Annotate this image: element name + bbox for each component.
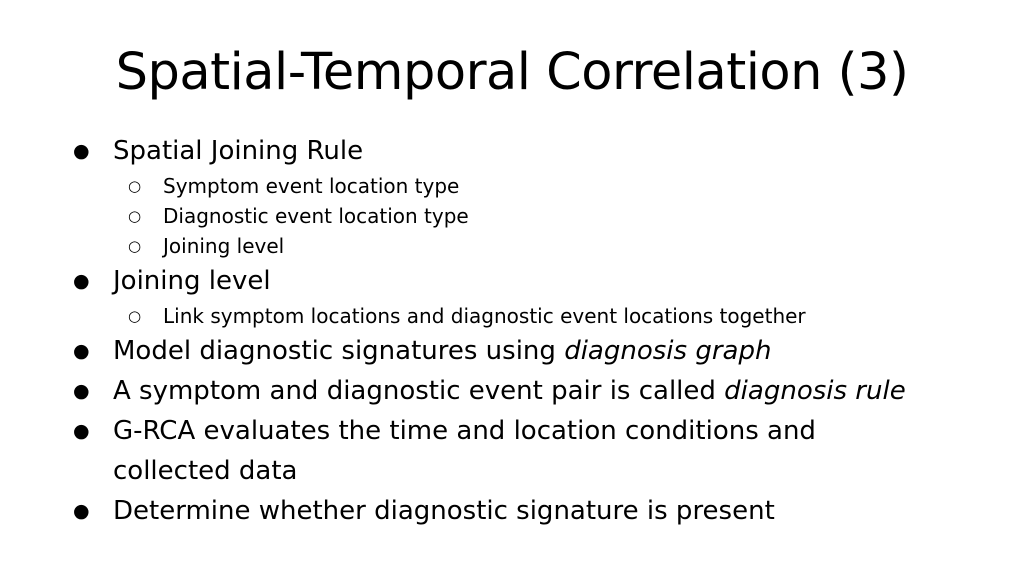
bullet-text: Model diagnostic signatures using [113,336,565,366]
sub-bullet-item [66,301,1006,331]
bullet-circle-icon: ○ [128,207,142,225]
sub-bullet-text: Joining level [163,234,285,258]
bullet-dot-icon: ● [73,270,90,292]
slide-title: Spatial-Temporal Correlation (3) [115,43,909,102]
bullet-text: G-RCA evaluates the time and location conditions and collected data [113,416,816,486]
bullet-dot-icon: ● [73,380,90,402]
bullet-item [66,411,913,491]
sub-bullet-item [66,231,1006,261]
bullet-item [66,491,1006,531]
sub-bullet-item [66,201,1006,231]
bullet-emphasis: diagnosis graph [564,336,772,366]
bullet-dot-icon: ● [73,340,90,362]
bullet-item [66,131,1006,171]
bullet-text: Determine whether diagnostic signature is present [113,496,775,526]
sub-bullet-text: Link symptom locations and diagnostic event locations together [163,304,806,328]
bullet-dot-icon: ● [73,500,90,522]
bullet-item [66,371,1006,411]
bullet-list [66,131,1006,531]
bullet-item [66,331,1006,371]
sub-bullet-text: Diagnostic event location type [163,204,469,228]
bullet-circle-icon: ○ [128,237,142,255]
bullet-item [66,261,1006,301]
bullet-dot-icon: ● [73,140,90,162]
bullet-circle-icon: ○ [128,177,142,195]
bullet-circle-icon: ○ [128,307,142,325]
bullet-text: A symptom and diagnostic event pair is called [113,376,725,406]
bullet-emphasis: diagnosis rule [724,376,906,406]
sub-bullet-text: Symptom event location type [163,174,460,198]
bullet-text: Spatial Joining Rule [113,136,364,166]
sub-bullet-item [66,171,1006,201]
bullet-text: Joining level [113,266,271,296]
bullet-dot-icon: ● [73,420,90,442]
